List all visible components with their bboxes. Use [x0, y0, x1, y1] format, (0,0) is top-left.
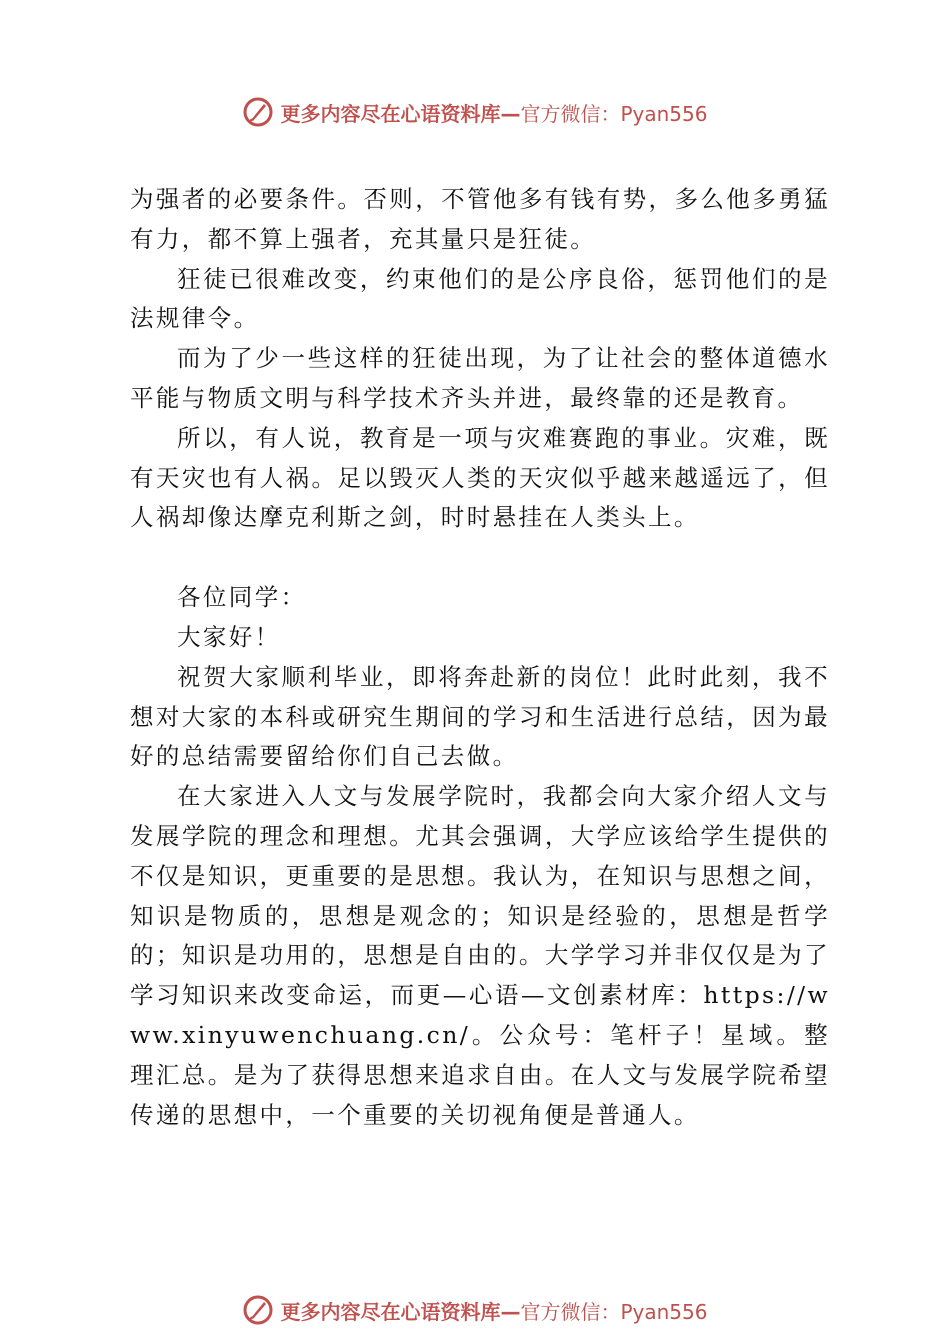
header-banner-title: 更多内容尽在心语资料库—: [280, 101, 521, 126]
footer-banner-contact: 官方微信：Pyan556: [520, 1299, 708, 1324]
paragraph: 所以，有人说，教育是一项与灾难赛跑的事业。灾难，既有天灾也有人祸。足以毁灭人类的天灾似乎越来越遥远了，但人祸却像达摩克利斯之剑，时时悬挂在人类头上。: [130, 423, 830, 532]
quill-logo-icon: [242, 96, 274, 128]
header-banner-text: [280, 98, 707, 127]
greeting: 大家好！: [177, 622, 281, 651]
footer-banner-title: 更多内容尽在心语资料库—: [280, 1299, 521, 1324]
header-banner: [0, 92, 950, 132]
header-banner-contact: 官方微信：Pyan556: [520, 101, 708, 126]
paragraph: 为强者的必要条件。否则，不管他多有钱有势，多么他多勇猛有力，都不算上强者，充其量只是狂徒。: [130, 185, 830, 253]
section-gap: [130, 538, 830, 578]
document-body: [130, 180, 830, 1135]
footer-banner-text: [280, 1296, 707, 1325]
paragraph: 狂徒已很难改变，约束他们的是公序良俗，惩罚他们的是法规律令。: [130, 264, 830, 333]
paragraph: 祝贺大家顺利毕业，即将奔赴新的岗位！此时此刻，我不想对大家的本科或研究生期间的学习和生活进行总结，因为最好的总结需要留给你们自己去做。: [130, 662, 830, 771]
salutation: 各位同学：: [177, 583, 307, 612]
paragraph: 在大家进入人文与发展学院时，我都会向大家介绍人文与发展学院的理念和理想。尤其会强调，大学应该给学生提供的不仅是知识，更重要的是思想。我认为，在知识与思想之间，知识是物质的，思想是观念的；知识是经验的，思想是哲学的；知识是功用的，思想是自由的。大学学习并非仅仅是为了学习知识来改变命运，而更—心语—文创素材库：https://www.xinyuwenchuang.cn/。公众号：笔杆子！星域。整理汇总。是为了获得思想来追求自由。在人文与发展学院希望传递的思想中，一个重要的关切视角便是普通人。: [130, 782, 830, 1129]
paragraph: 而为了少一些这样的狂徒出现，为了让社会的整体道德水平能与物质文明与科学技术齐头并进，最终靠的还是教育。: [130, 344, 830, 412]
footer-banner: [0, 1290, 950, 1330]
quill-logo-icon: [242, 1294, 274, 1326]
